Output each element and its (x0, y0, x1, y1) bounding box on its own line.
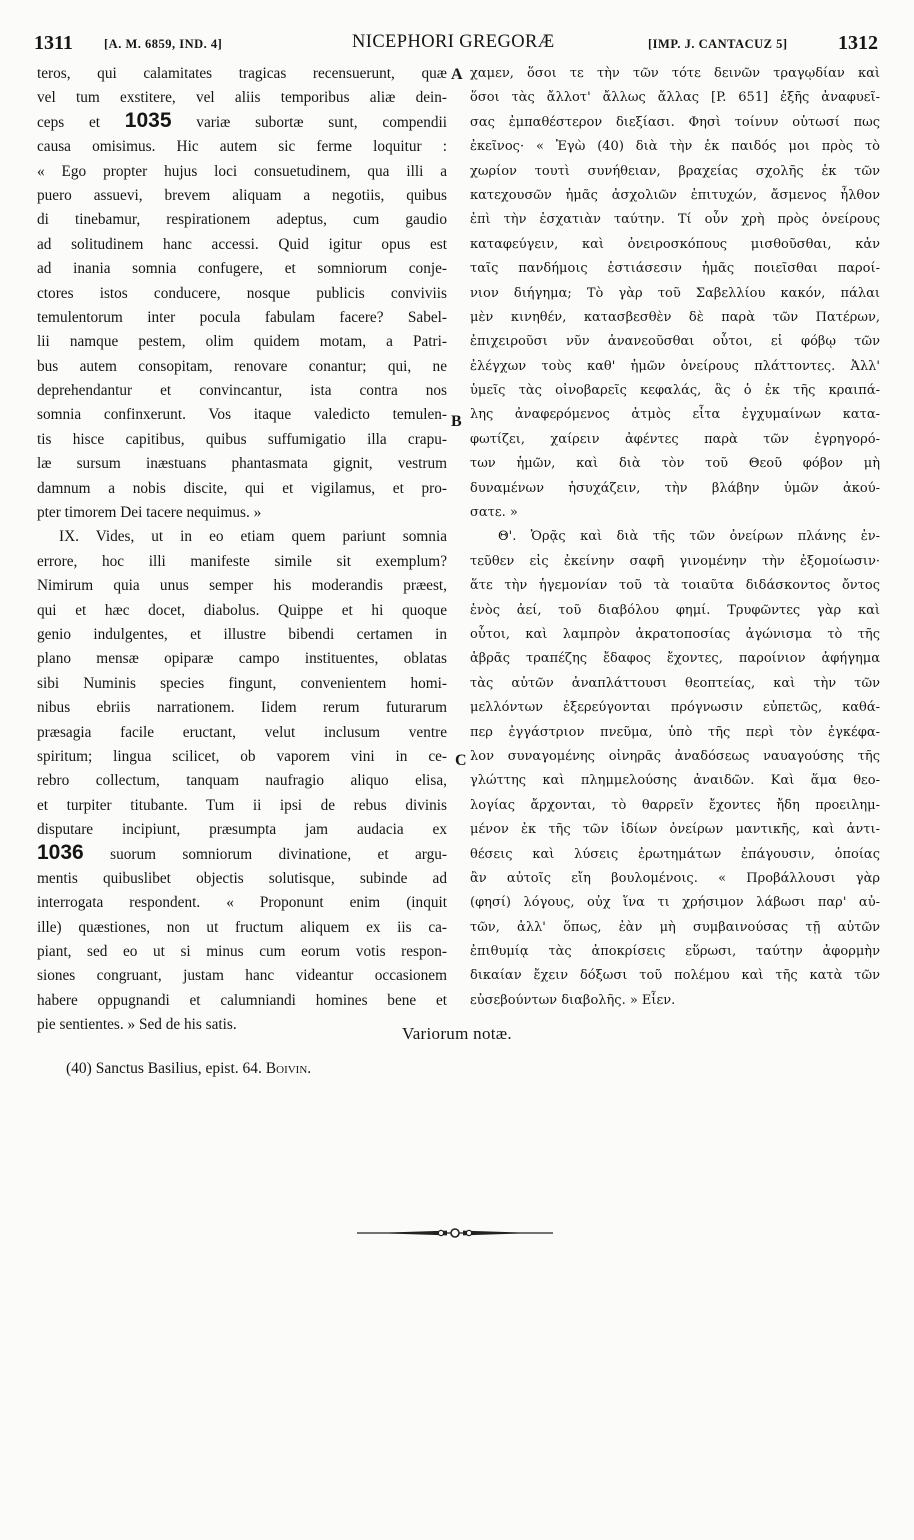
text-line: μελλόντων ἐξερεύγονται πρόγνωσιν εὐπετῶς, καθά- (470, 700, 880, 716)
text-line: teros, qui calamitates tragicas recensuerunt, quæ (37, 65, 447, 82)
text-line: χαμεν, ὅσοι τε τὴν τῶν τότε δεινῶν τραγῳδίαν καὶ (470, 66, 880, 81)
text-line: ctores istos conducere, nosque publicis conviviis (37, 284, 447, 302)
text-line: læ sursum inæstuans phantasmata gignit, vestrum (37, 455, 447, 473)
left-header-meta: [A. M. 6859, IND. 4] (104, 37, 223, 51)
text-line: habere oppugnandi et calumniandi homines bene et (37, 991, 447, 1009)
text-line: IX. Vides, ut in eo etiam quem pariunt somnia (59, 528, 447, 546)
text-line: μένον ἐκ τῆς τῶν ἰδίων ὀνείρων μαντικῆς, καὶ ἀντι- (470, 822, 880, 838)
right-header-meta: [IMP. J. CANTACUZ 5] (648, 37, 788, 51)
footnote-text: (40) Sanctus Basilius, epist. 64. (66, 1060, 262, 1077)
greek-column (470, 62, 880, 1013)
footnote (66, 1060, 311, 1078)
text-line: sibi Numinis species fingunt, convenientem homi- (37, 674, 447, 692)
text-line: καταφεύγειν, καὶ ὀνειροσκόπους μισθοῦσθαι, κἀν (470, 236, 880, 252)
column-number-mark: 1036 (37, 840, 84, 864)
text-line: tis hisce capitibus, quibus suffumigatio illa crapu- (37, 430, 447, 448)
text-line: κατεχουσῶν ἡμᾶς ἀσχολιῶν ἐπιτυχών, ἄσμενος ἦλθον (470, 187, 880, 203)
text-line: Θ'. Ὁρᾷς καὶ διὰ τῆς τῶν ὀνείρων πλάνης ἐν- (498, 529, 880, 545)
running-header (34, 32, 884, 56)
text-line: περ ἐγγάστριον πνεῦμα, ὑπὸ τῆς περὶ τὸν ἐγκέφα- (470, 724, 880, 740)
ornament-rule (355, 1226, 555, 1240)
text-line: et turpiter titubante. Tum ii ipsi de rebus divinis (37, 796, 447, 814)
text-line: bus autem consopitam, renovare conantur; qui, ne (37, 357, 447, 375)
text-line: damnum a nobis discite, qui et vigilamus, et pro- (37, 479, 447, 497)
text-line: siones congruant, justam hanc videantur occasionem (37, 967, 447, 985)
margin-letter-a: A (451, 66, 463, 83)
text-line: interrogata respondent. « Proponunt enim (inquit (37, 894, 447, 912)
text-line: σας ἐμπαθέστερον διεξίασι. Φησὶ τοίνυν οὑτωσί πως (470, 114, 880, 130)
text-line: εὐσεβούντων διαβολῆς. » Εἶεν. (470, 992, 676, 1008)
text-line: μὲν κινηθέν, κατασβεσθὲν δὲ παρὰ τῶν Πατέρων, (470, 309, 880, 325)
text-line: ἐπιχειροῦσι νῦν ἀνανεοῦσθαι οὗτοι, εἰ φόβῳ τῶν (470, 334, 880, 350)
text-line: οὗτοι, καὶ λαμπρὸν ἀκρατοποσίας ἀγώνισμα τὸ τῆς (470, 626, 880, 642)
notes-heading: Variorum notæ. (402, 1024, 512, 1043)
text-line: ἑνὸς ἀεί, τοῦ διαβόλου φημί. Τρυφῶντες γὰρ καὶ (470, 602, 880, 618)
text-line: τῶν, ἀλλ' ὅπως, ἐὰν μὴ συμβαινούσας τῇ αὐτῶν (470, 919, 880, 935)
text-line: ad inania somnia confugere, et somniorum conje- (37, 260, 447, 278)
text-line: errore, hoc illi manifeste simile sit exemplum? (37, 552, 447, 570)
text-line: spiritum; lingua scilicet, ob vaporem vini in ce- (37, 747, 447, 765)
text-line: ὅσοι τὰς ἄλλοτ' ἄλλως ἄλλας [P. 651] ἐξῆς ἀναφυεῖ- (470, 90, 880, 106)
text-line: λογίας ἄρχονται, τὸ θαρρεῖν ἔχοντες ἤδη προειλημ- (470, 797, 880, 813)
text-line: ἐπὶ τὴν ἐσχατιὰν ταύτην. Τί οὖν χρὴ πρὸς ὀνείρους (470, 212, 880, 228)
text-line: lii namque pestem, olim quidem motam, a Patri- (37, 333, 447, 351)
text-line: γλώττης καὶ πλημμελούσης ἀναιδῶν. Καὶ ἅμα θεο- (470, 773, 880, 789)
text-line: somnia confinxerunt. Vos itaque valedicto temulen- (37, 406, 447, 424)
text-line: deprehendantur et convincantur, ista contra nos (37, 382, 447, 400)
text-line: φωτίζει, χαίρειν ἀφέντες παρὰ τῶν ἐγρηγορό- (470, 431, 880, 447)
text-line: θέσεις καὶ λύσεις ἐρωτημάτων ἐπάγουσιν, ὁποίας (470, 846, 880, 862)
text-line: νιον διήγημα; Τὸ γὰρ τοῦ Σαβελλίου κακόν, πάλαι (470, 285, 880, 301)
latin-column (37, 62, 447, 1038)
text-line: nibus ebriis narrationem. Iidem rerum futurarum (37, 699, 447, 717)
right-page-number: 1312 (838, 32, 878, 54)
text-line: ἁβρᾶς τραπέζης ἔδαφος ἔχοντες, παροίνιον ἀφήγημα (470, 651, 880, 667)
text-line: qui et hæc docet, diabolus. Quippe et hi quoque (37, 601, 447, 619)
text-line: (φησί) λόγους, οὐχ ἵνα τι χρήσιμον λάβωσι παρ' αὐ- (470, 895, 880, 911)
text-line: puero assuevi, brevem aliquam a negotiis, quibus (37, 186, 447, 204)
text-line: των ἡμῶν, καὶ διὰ τὸν τοῦ Θεοῦ φόβον μὴ (470, 456, 880, 472)
text-line: ἐκεῖνος· « Ἐγὼ (40) διὰ τὴν ἐκ παιδός μοι πρὸς τὸ (470, 139, 880, 155)
text-line: plano mensæ opiparæ campo instituentes, oblatas (37, 650, 447, 668)
text-line: di tinebamur, respirationem adeptus, cum gaudio (37, 211, 447, 229)
text-line: λον συναγομένης οἰνηρᾶς ἀναδόσεως ναυαγούσης τῆς (470, 748, 880, 764)
text-line: Nimirum quia unus semper his moderandis præest, (37, 577, 447, 595)
text-line: ἐπιθυμίᾳ τὰς ἀποκρίσεις εὕρωσι, ταύτην ἀφορμὴν (470, 944, 880, 960)
text-line: disputare incipiunt, præsumpta jam audacia ex (37, 821, 447, 839)
text-line: vel tum exstitere, vel aliis temporibus aliæ dein- (37, 89, 447, 107)
text-line: ταῖς πανδήμοις ἑστιάσεσιν ἡμᾶς ποιεῖσθαι παροί- (470, 261, 880, 277)
text-line: τὰς αὐτῶν ἀναπλάττουσι θεοπτείας, καὶ τὴν τῶν (470, 675, 880, 691)
text-line: ἂν αὐτοῖς εἴη βουλομένοις. « Προβάλλουσι γὰρ (470, 870, 880, 886)
text-line: « Ego propter hujus loci consuetudinem, qua illi a (37, 162, 447, 180)
text-line: genio indulgentes, et illustre bibendi certamen in (37, 625, 447, 643)
text-line: τεῦθεν εἰς ἐκείνην σαφῆ γινομένην τὴν ἐξομοίωσιν· (470, 553, 880, 569)
text-line: 1036 suorum somniorum divinatione, et argu- (37, 840, 447, 864)
text-line: λης ἀναφερόμενος ἀτμὸς εἶτα ἐγχυμαίνων κατα- (470, 407, 880, 423)
footnote-author: Boivin. (265, 1060, 312, 1077)
text-line: pter timorem Dei tacere nequimus. » (37, 504, 262, 522)
left-page-number: 1311 (34, 32, 73, 54)
text-line: σατε. » (470, 505, 518, 521)
text-line: piant, sed eo ut si minus cum eorum votis respon- (37, 943, 447, 961)
text-line: rebro collectum, tanquam naufragio aliquo elisa, (37, 772, 447, 790)
text-line: præsagia facile eructant, velut inclusum ventre (37, 723, 447, 741)
margin-letter-b: B (451, 413, 462, 430)
text-line: pie sentientes. » Sed de his satis. (37, 1016, 237, 1034)
column-number-mark: 1035 (124, 108, 172, 132)
header-title: NICEPHORI GREGORÆ (352, 32, 555, 52)
text-line: δυναμένων ἡσυχάζειν, τὴν βλάβην ὑμῶν ἀκού- (470, 480, 880, 496)
text-line: χωρίον τουτὶ συνήθειαν, βραχείας σχολῆς ἐκ τῶν (470, 163, 880, 179)
margin-letter-c: C (455, 752, 467, 769)
text-line: ille) quæstiones, non ut fructum aliquem ex iis ca- (37, 918, 447, 936)
text-line: ἐλέγχων τοὺς καθ' ἡμῶν ὀνείρους πλάττοντες. Ἀλλ' (470, 358, 880, 374)
text-line: ὑμεῖς τὰς οἰνοβαρεῖς κεφαλάς, ἃς ὁ ἐκ τῆς κραιπά- (470, 383, 880, 399)
text-line: causa omisimus. Hic autem sic ferme loquitur : (37, 138, 447, 156)
text-line: mentis quibuslibet objectis solutisque, subinde ad (37, 869, 447, 887)
text-line: temulentorum inter pocula fabulam facere? Sabel- (37, 308, 447, 326)
text-line: ad solitudinem hanc accessi. Quid igitur opus est (37, 235, 447, 253)
text-line: ceps et 1035 variæ subortæ sunt, compendii (37, 108, 447, 132)
text-line: ἅτε τὴν ἡγεμονίαν τοῦ τὰ τοιαῦτα διδάσκοντος ὄντος (470, 578, 880, 594)
text-line: δικαίαν ἔχειν δόξωσι τοῦ πολέμου καὶ τῆς κατὰ τῶν (470, 968, 880, 984)
